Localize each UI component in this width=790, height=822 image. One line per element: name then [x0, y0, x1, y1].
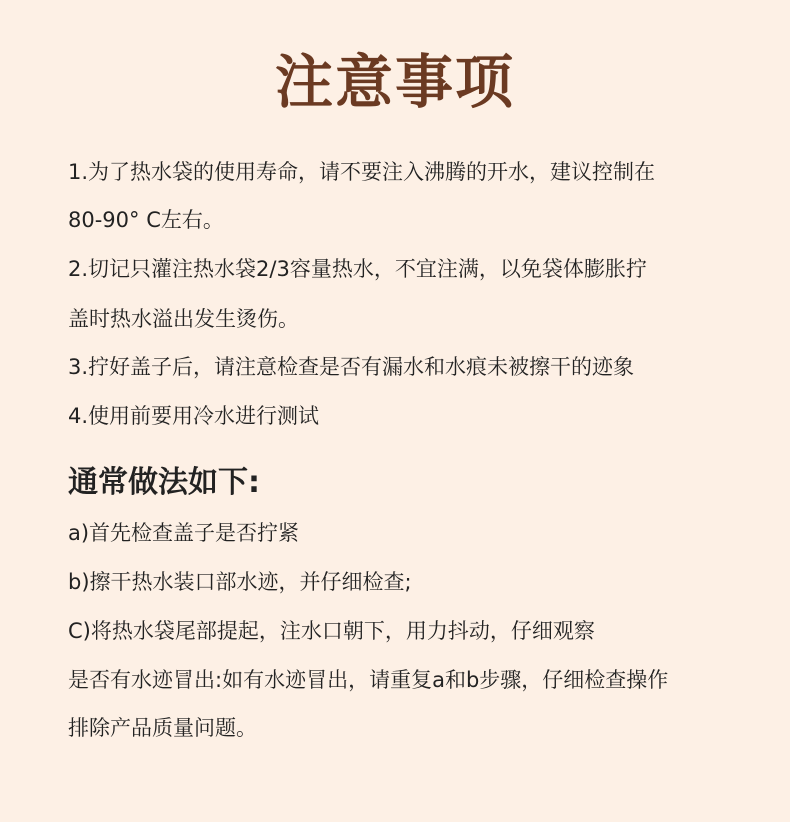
note-line-4: 盖时热水溢出发生烫伤。 [68, 307, 299, 331]
method-line-5: 排除产品质量问题。 [68, 716, 257, 740]
method-heading: 通常做法如下: [68, 465, 260, 500]
method-line-2: b)擦干热水装口部水迹，并仔细检查; [68, 570, 412, 594]
note-line-1: 1.为了热水袋的使用寿命，请不要注入沸腾的开水，建议控制在 [68, 160, 656, 184]
method-line-3: C)将热水袋尾部提起，注水口朝下，用力抖动，仔细观察 [68, 619, 595, 643]
method-line-4: 是否有水迹冒出:如有水迹冒出，请重复a和b步骤，仔细检查操作 [68, 668, 669, 692]
note-line-3: 2.切记只灌注热水袋2/3容量热水，不宜注满，以免袋体膨胀拧 [68, 257, 647, 281]
note-line-5: 3.拧好盖子后，请注意检查是否有漏水和水痕未被擦干的迹象 [68, 355, 635, 379]
method-line-1: a)首先检查盖子是否拧紧 [68, 521, 300, 545]
page-title: 注意事项 [274, 48, 515, 116]
note-line-6: 4.使用前要用冷水进行测试 [68, 404, 320, 428]
note-line-2: 80-90° C左右。 [68, 208, 224, 232]
